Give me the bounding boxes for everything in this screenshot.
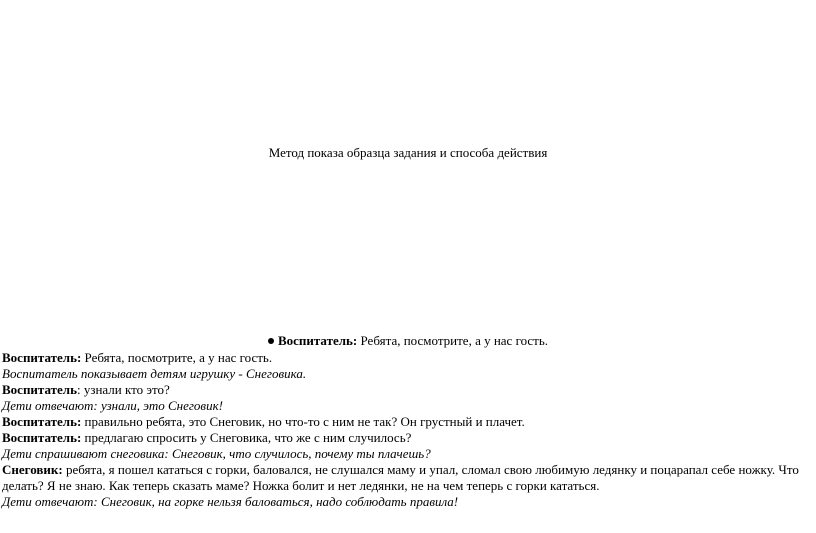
dialogue-line bbox=[2, 462, 812, 494]
italic-text: Воспитатель показывает детям игрушку - Снеговика. bbox=[2, 366, 307, 381]
dialogue-line bbox=[2, 382, 812, 398]
stage-direction bbox=[2, 446, 812, 462]
dialogue-text: предлагаю спросить у Снеговика, что же с ним случилось? bbox=[81, 430, 412, 445]
document-title: Метод показа образца задания и способа действия bbox=[268, 145, 548, 160]
bullet-paragraph bbox=[0, 333, 816, 349]
speaker-label: Воспитатель: bbox=[2, 350, 82, 365]
stage-direction bbox=[2, 366, 812, 382]
dialogue-line bbox=[2, 350, 812, 366]
speaker-label: Воспитатель: bbox=[277, 333, 358, 348]
speaker-label: Снеговик: bbox=[2, 462, 63, 477]
italic-text: Дети отвечают: Снеговик, на горке нельзя баловаться, надо соблюдать правила! bbox=[2, 494, 459, 509]
speaker-label: Воспитатель: bbox=[2, 414, 82, 429]
stage-direction bbox=[2, 398, 812, 414]
italic-text: Дети отвечают: узнали, это Снеговик! bbox=[2, 398, 223, 413]
bullet-icon bbox=[268, 338, 274, 344]
dialogue-text: правильно ребята, это Снеговик, но что-то с ним не так? Он грустный и плачет. bbox=[81, 414, 525, 429]
dialogue-line bbox=[2, 430, 812, 446]
speaker-label: Воспитатель: bbox=[2, 430, 82, 445]
dialogue-line bbox=[2, 414, 812, 430]
dialogue-body bbox=[2, 350, 812, 510]
dialogue-text: ребята, я пошел кататься с горки, баловался, не слушался маму и упал, сломал свою любимую ледянку и поцарапал себе ножку. Что делать? Я не знаю. Как теперь сказать маме? Ножка болит и нет ледянки, не на чем теперь с горки кататься. bbox=[2, 462, 799, 493]
dialogue-text: : узнали кто это? bbox=[76, 382, 170, 397]
stage-direction bbox=[2, 494, 812, 510]
italic-text: Дети спрашивают снеговика: Снеговик, что случилось, почему ты плачешь? bbox=[2, 446, 431, 461]
dialogue-text: Ребята, посмотрите, а у нас гость. bbox=[357, 333, 549, 348]
speaker-label: Воспитатель bbox=[2, 382, 77, 397]
dialogue-text: Ребята, посмотрите, а у нас гость. bbox=[81, 350, 273, 365]
